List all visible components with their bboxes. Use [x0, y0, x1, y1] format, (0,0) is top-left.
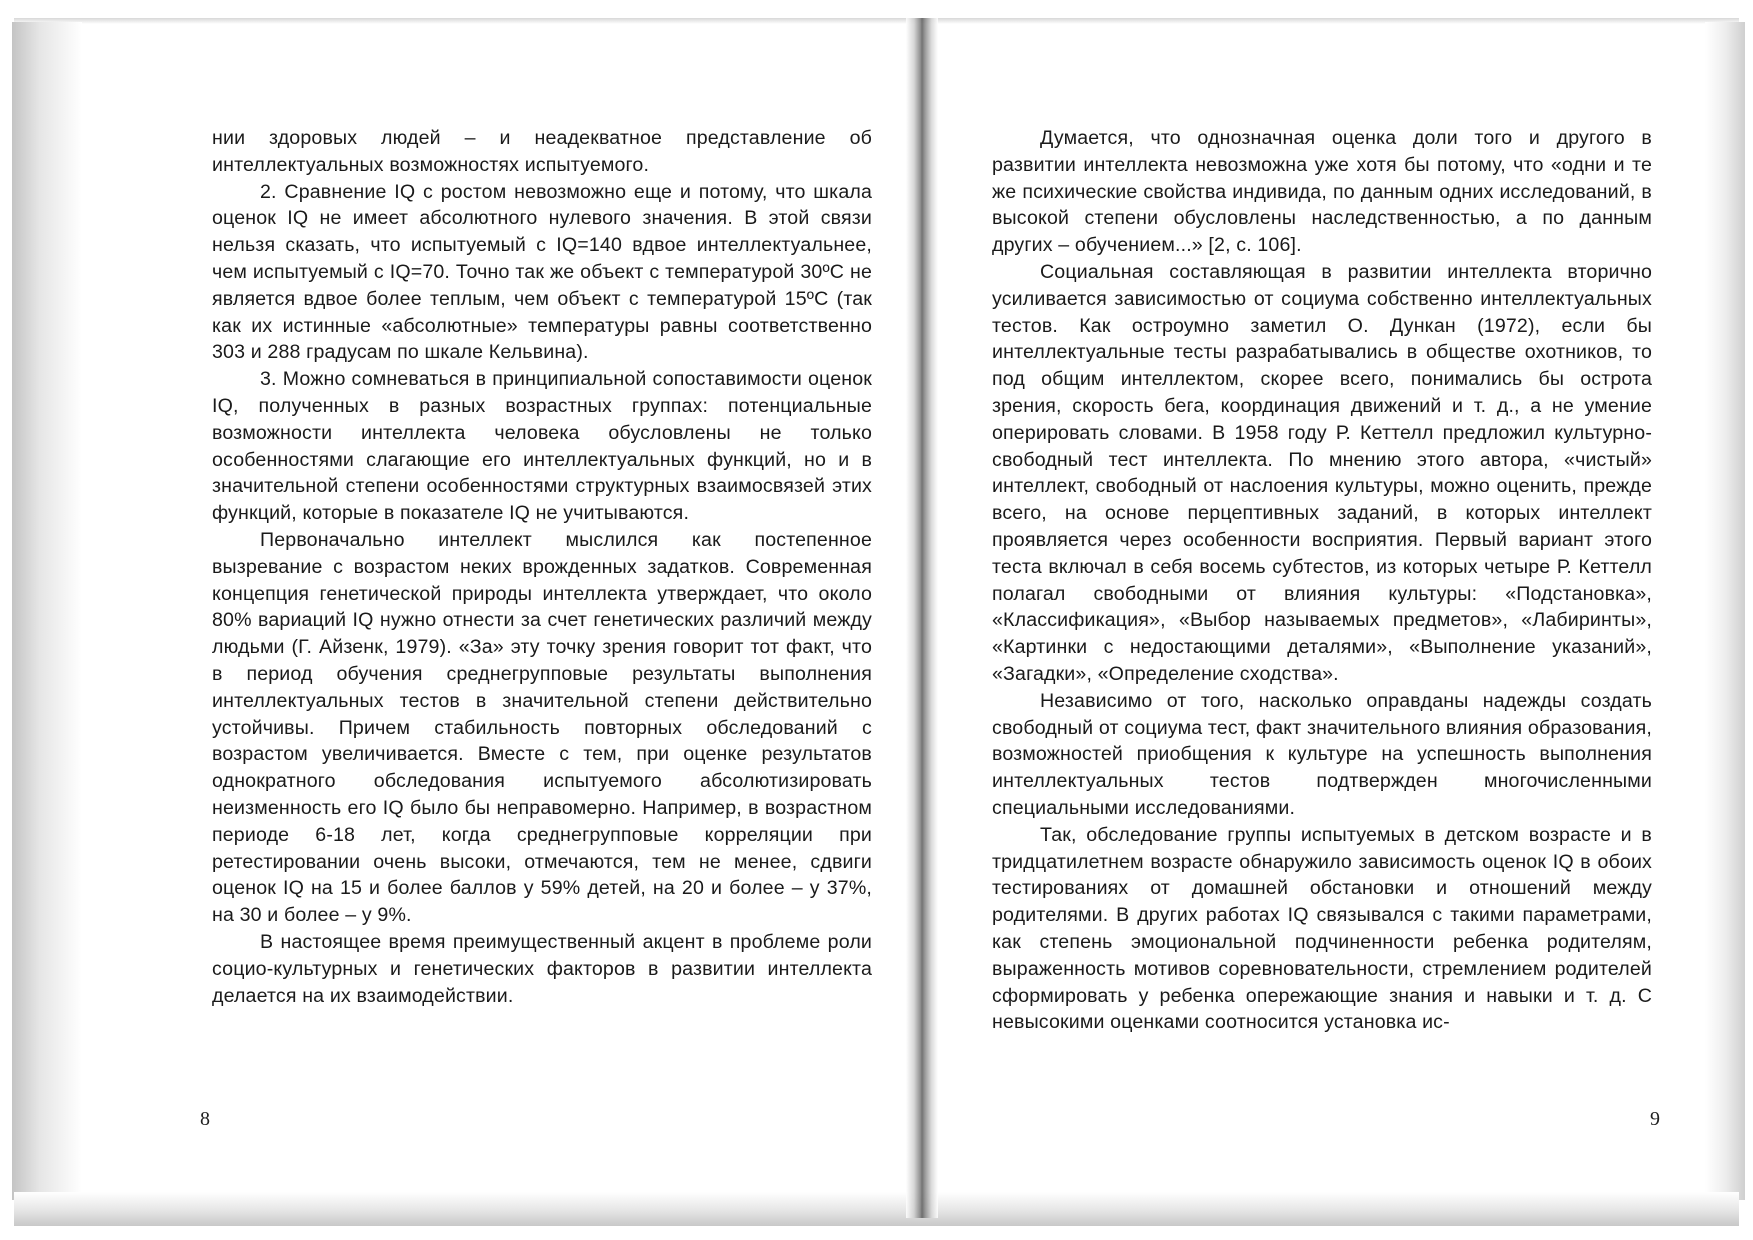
page-number-right: 9 [1650, 1108, 1660, 1130]
left-paragraph-point-2: 2. Сравнение IQ с ростом невозможно еще и потому, что шкала оценок IQ не имеет абсолютного нулевого значения. В этой связи нельзя сказать, что испытуемый с IQ=140 вдвое интеллектуальнее, чем испытуемый с IQ=70. Точно так же объект с температурой 30ºС не является вдвое более теплым, чем объект с температурой 15ºС (так как их истинные «абсолютные» температуры равны соответственно 303 и 288 градусам по шкале Кельвина). [212, 180, 872, 364]
right-paragraph-education: Независимо от того, насколько оправданы надежды создать свободный от социума тест, факт значительного влияния образования, возможностей приобщения к культуре на успешность выполнения интеллектуальных тестов подтвержден многочисленными специальными исследованиями. [992, 689, 1652, 819]
left-paragraph-continuation: нии здоровых людей – и неадекватное представление об интеллектуальных возможностях испытуемого. [212, 127, 872, 176]
scan-edge-right [1705, 22, 1745, 1200]
left-paragraph-genetic: Первоначально интеллект мыслился как постепенное вызревание с возрастом неких врожденных задатков. Современная концепция генетической природы интеллекта утверждает, что около 80% вариаций IQ нужно отнести за счет генетических различий между людьми (Г. Айзенк, 1979). «За» эту точку зрения говорит тот факт, что в период обучения среднегрупповые результаты выполнения интеллектуальных тестов в значительной степени действительно устойчивы. Причем стабильность повторных обследований с возрастом увеличивается. Вместе с тем, при оценке результатов однократного обследования испытуемого абсолютизировать неизменность его IQ было бы неправомерно. Например, в возрастном периоде 6-18 лет, когда среднегрупповые корреляции при ретестировании очень высоки, отмечаются, тем не менее, сдвиги оценок IQ на 15 и более баллов у 59% детей, на 20 и более – у 37%, на 30 и более – у 9%. [212, 528, 872, 927]
scan-edge-bottom [14, 1192, 1739, 1226]
page-number-left: 8 [200, 1108, 210, 1130]
right-page [992, 125, 1652, 1036]
scan-edge-left [12, 22, 82, 1200]
right-paragraph-survey: Так, обследование группы испытуемых в детском возрасте и в тридцатилетнем возрасте обнаружило зависимость оценок IQ в обоих тестированиях от домашней обстановки и отношений между родителями. В других работах IQ связывался с такими параметрами, как степень эмоциональной подчиненности ребенка родителям, выраженность мотивов соревновательности, стремлением родителей сформировать у ребенка опережающие знания и навыки и т. д. С невысокими оценками соотносится установка ис- [992, 823, 1652, 1034]
right-paragraph-opinion: Думается, что однозначная оценка доли того и другого в развитии интеллекта невозможна уже хотя бы потому, что «одни и те же психические свойства индивида, по данным одних исследований, в высокой степени обусловлены наследственностью, а по данным других – обучением...» [2, с. 106]. [992, 127, 1652, 257]
right-paragraph-social: Социальная составляющая в развитии интеллекта вторично усиливается зависимостью от социума собственно интеллектуальных тестов. Как остроумно заметил О. Дункан (1972), если бы интеллектуальные тесты разрабатывались в обществе охотников, то под общим интеллектом, скорее всего, понимались бы острота зрения, скорость бега, координация движений и т. д., а не умение оперировать словами. В 1958 году Р. Кеттелл предложил культурно-свободный тест интеллекта. По мнению этого автора, «чистый» интеллект, свободный от наслоения культуры, можно оценить, прежде всего, на основе перцептивных заданий, в которых интеллект проявляется через особенности восприятия. Первый вариант этого теста включал в себя восемь субтестов, из которых четыре Р. Кеттелл полагал свободными от влияния культуры: «Подстановка», «Классификация», «Выбор называемых предметов», «Лабиринты», «Картинки с недостающими деталями», «Выполнение указаний», «Загадки», «Определение сходства». [992, 260, 1652, 685]
scan-edge-top [14, 18, 1739, 24]
left-paragraph-point-3: 3. Можно сомневаться в принципиальной сопоставимости оценок IQ, полученных в разных возрастных группах: потенциальные возможности интеллекта человека обусловлены не только особенностями слагающие его интеллектуальных функций, но и в значительной степени особенностями структурных взаимосвязей этих функций, которые в показателе IQ не учитываются. [212, 368, 872, 525]
left-paragraph-interaction: В настоящее время преимущественный акцент в проблеме роли социо-культурных и генетических факторов в развитии интеллекта делается на их взаимодействии. [212, 930, 872, 1007]
left-page [212, 125, 872, 1009]
book-spine-gutter [906, 18, 938, 1218]
